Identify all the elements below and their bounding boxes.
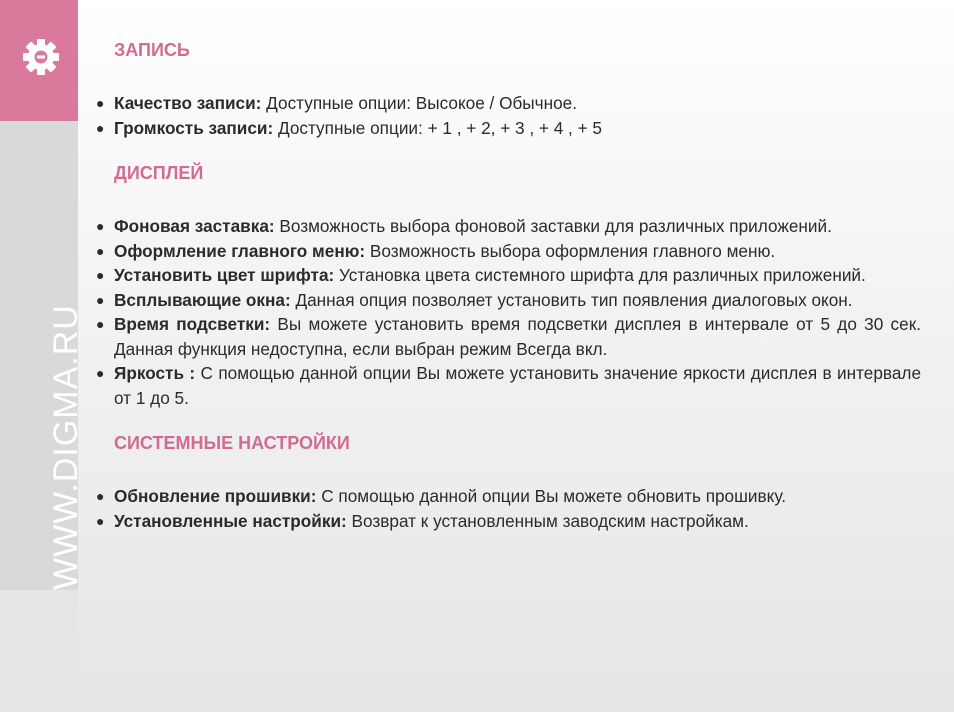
item-description: Возврат к установленным заводским настройкам. (346, 510, 749, 531)
sidebar-bottom-block (0, 590, 78, 712)
item-term: Оформление главного меню: (114, 240, 366, 261)
list-item (96, 509, 921, 534)
list-item (96, 116, 921, 141)
item-description: Доступные опции: + 1 , + 2, + 3 , + 4 , + 5 (273, 117, 602, 138)
list-item (96, 263, 921, 288)
item-description: Возможность выбора фоновой заставки для различных приложений. (274, 216, 832, 236)
watermark: WWW.DIGMA.RU (47, 304, 85, 590)
section-list (96, 91, 921, 140)
item-term: Всплывающие окна: (114, 289, 291, 310)
section-heading: ЗАПИСЬ (114, 40, 190, 60)
main-content (96, 40, 921, 533)
item-term: Установленные настройки: (114, 510, 347, 531)
item-term: Обновление прошивки: (114, 486, 317, 506)
list-item (96, 239, 921, 264)
item-description: С помощью данной опции Вы можете обновить прошивку. (316, 486, 786, 506)
section-list (96, 214, 921, 410)
item-term: Фоновая заставка: (114, 216, 275, 236)
item-term: Громкость записи: (114, 117, 274, 138)
item-description: Данная опция позволяет установить тип появления диалоговых окон. (290, 289, 853, 310)
item-term: Яркость : (114, 363, 196, 383)
list-item (96, 214, 921, 239)
list-item (96, 288, 921, 313)
list-item (96, 361, 921, 410)
item-description: Доступные опции: Высокое / Обычное. (261, 93, 578, 113)
item-description: Вы можете установить время подсветки дисплея в интервале от 5 до 30 сек. Данная функция недоступна, если выбран режим Всегда вкл. (114, 314, 921, 359)
item-term: Качество записи: (114, 93, 262, 113)
item-description: С помощью данной опции Вы можете установить значение яркости дисплея в интервале от 1 до 5. (114, 363, 921, 408)
sidebar-accent-block (0, 0, 78, 121)
item-term: Время подсветки: (114, 314, 271, 334)
list-item (96, 91, 921, 116)
item-description: Установка цвета системного шрифта для различных приложений. (334, 265, 866, 285)
item-description: Возможность выбора оформления главного меню. (365, 240, 776, 261)
list-item (96, 484, 921, 509)
section-heading: СИСТЕМНЫЕ НАСТРОЙКИ (114, 433, 350, 453)
section-list (96, 484, 921, 533)
item-term: Установить цвет шрифта: (114, 265, 335, 285)
sidebar (0, 0, 85, 712)
section-heading: ДИСПЛЕЙ (114, 163, 204, 183)
gear-icon (22, 38, 60, 76)
list-item (96, 312, 921, 361)
